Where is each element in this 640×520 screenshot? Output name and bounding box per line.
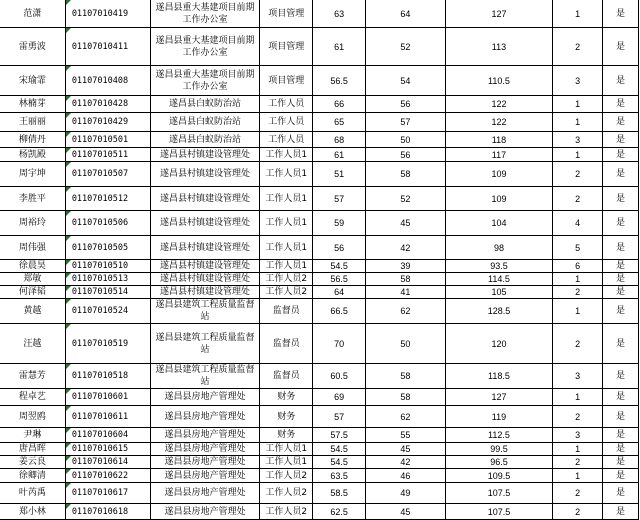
cell-name[interactable]: 范潇 — [0, 0, 65, 28]
cell-pass[interactable]: 是 — [603, 236, 639, 260]
cell-name[interactable]: 宋瑜霏 — [0, 66, 65, 96]
cell-unit[interactable] — [150, 286, 260, 299]
cell-name[interactable]: 徐卿清 — [0, 469, 65, 483]
cell-name[interactable]: 姜云良 — [0, 456, 65, 469]
cell-total-score[interactable]: 110.5 — [445, 66, 553, 96]
cell-rank[interactable]: 1 — [553, 113, 603, 132]
cell-pass[interactable]: 是 — [603, 286, 639, 299]
cell-exam-id[interactable]: 01107010506 — [65, 211, 150, 236]
cell-unit[interactable] — [150, 273, 260, 286]
cell-total-score[interactable]: 118 — [445, 132, 553, 148]
cell-exam-id[interactable]: 01107010428 — [65, 96, 150, 113]
cell-rank[interactable]: 1 — [553, 389, 603, 406]
cell-position[interactable]: 监督员 — [260, 324, 313, 364]
cell-interview-score[interactable]: 58 — [366, 162, 446, 187]
unit-text: 遂昌县村镇建设管理处 — [159, 193, 250, 204]
unit-text: 遂昌县村镇建设管理处 — [159, 242, 250, 253]
cell-rank[interactable]: 1 — [553, 443, 603, 456]
cell-written-score[interactable]: 63 — [313, 0, 366, 28]
cell-rank[interactable]: 3 — [553, 428, 603, 443]
cell-pass[interactable]: 是 — [603, 187, 639, 211]
cell-written-score[interactable]: 61 — [313, 148, 366, 162]
cell-position[interactable]: 工作人员1 — [260, 456, 313, 469]
cell-unit[interactable] — [150, 162, 260, 187]
cell-rank[interactable]: 6 — [553, 260, 603, 273]
unit-text: 遂昌县房地产管理处 — [164, 457, 246, 467]
table-row — [0, 236, 639, 260]
cell-rank[interactable]: 2 — [553, 187, 603, 211]
cell-written-score[interactable]: 62.5 — [313, 504, 366, 520]
cell-exam-id[interactable]: 01107010622 — [65, 469, 150, 483]
cell-pass[interactable]: 是 — [603, 456, 639, 469]
cell-total-score[interactable]: 107.5 — [445, 504, 553, 520]
cell-interview-score[interactable]: 62 — [366, 299, 446, 324]
cell-pass[interactable]: 是 — [603, 0, 639, 28]
cell-unit[interactable] — [150, 428, 260, 443]
cell-written-score[interactable]: 58.5 — [313, 483, 366, 504]
cell-interview-score[interactable]: 49 — [366, 483, 446, 504]
cell-name[interactable]: 周翌鸥 — [0, 406, 65, 428]
cell-rank[interactable]: 3 — [553, 364, 603, 389]
table-row — [0, 443, 639, 456]
cell-exam-id[interactable]: 01107010505 — [65, 236, 150, 260]
cell-unit[interactable] — [150, 0, 260, 28]
cell-position[interactable]: 工作人员2 — [260, 504, 313, 520]
cell-name[interactable]: 雷勇波 — [0, 28, 65, 66]
table-row — [0, 0, 639, 28]
cell-exam-id[interactable]: 01107010419 — [65, 0, 150, 28]
cell-unit[interactable] — [150, 406, 260, 428]
cell-total-score[interactable]: 109 — [445, 162, 553, 187]
cell-position[interactable]: 工作人员1 — [260, 148, 313, 162]
table-row — [0, 428, 639, 443]
unit-text: 遂昌县村镇建设管理处 — [159, 169, 250, 179]
cell-exam-id[interactable]: 01107010604 — [65, 428, 150, 443]
cell-pass[interactable]: 是 — [603, 428, 639, 443]
cell-unit[interactable] — [150, 324, 260, 364]
table-row — [0, 364, 639, 389]
cell-written-score[interactable]: 66.5 — [313, 299, 366, 324]
table-row — [0, 406, 639, 428]
cell-unit[interactable] — [150, 469, 260, 483]
cell-pass[interactable]: 是 — [603, 211, 639, 236]
cell-pass[interactable]: 是 — [603, 273, 639, 286]
cell-interview-score[interactable]: 42 — [366, 456, 446, 469]
cell-interview-score[interactable]: 64 — [366, 0, 446, 28]
table-row — [0, 260, 639, 273]
cell-rank[interactable]: 2 — [553, 406, 603, 428]
cell-pass[interactable]: 是 — [603, 260, 639, 273]
cell-position[interactable]: 项目管理 — [260, 0, 313, 28]
cell-rank[interactable]: 2 — [553, 162, 603, 187]
cell-unit[interactable] — [150, 66, 260, 96]
cell-rank[interactable]: 1 — [553, 96, 603, 113]
cell-total-score[interactable]: 109 — [445, 187, 553, 211]
cell-rank[interactable]: 2 — [553, 483, 603, 504]
cell-name[interactable]: 叶芮禹 — [0, 483, 65, 504]
cell-total-score[interactable]: 114.5 — [445, 273, 553, 286]
table-row — [0, 299, 639, 324]
cell-exam-id[interactable]: 01107010514 — [65, 286, 150, 299]
cell-unit[interactable] — [150, 389, 260, 406]
table-row — [0, 28, 639, 66]
cell-total-score[interactable]: 99.5 — [445, 443, 553, 456]
cell-interview-score[interactable]: 57 — [366, 113, 446, 132]
cell-pass[interactable]: 是 — [603, 406, 639, 428]
cell-written-score[interactable]: 57 — [313, 406, 366, 428]
cell-pass[interactable]: 是 — [603, 324, 639, 364]
cell-total-score[interactable]: 98 — [445, 236, 553, 260]
cell-exam-id[interactable]: 01107010429 — [65, 113, 150, 132]
cell-unit[interactable] — [150, 483, 260, 504]
cell-name[interactable]: 唐昌晖 — [0, 443, 65, 456]
cell-rank[interactable]: 1 — [553, 148, 603, 162]
unit-text: 遂昌县房地产管理处 — [164, 444, 246, 454]
cell-pass[interactable]: 是 — [603, 96, 639, 113]
cell-total-score[interactable]: 128.5 — [445, 299, 553, 324]
cell-position[interactable]: 工作人员1 — [260, 236, 313, 260]
cell-total-score[interactable]: 104 — [445, 211, 553, 236]
cell-pass[interactable]: 是 — [603, 483, 639, 504]
cell-interview-score[interactable]: 50 — [366, 324, 446, 364]
cell-written-score[interactable]: 63.5 — [313, 469, 366, 483]
table-row — [0, 113, 639, 132]
cell-pass[interactable]: 是 — [603, 162, 639, 187]
table-row — [0, 187, 639, 211]
cell-pass[interactable]: 是 — [603, 132, 639, 148]
cell-pass[interactable]: 是 — [603, 504, 639, 520]
cell-written-score[interactable]: 56.5 — [313, 273, 366, 286]
cell-rank[interactable]: 1 — [553, 0, 603, 28]
cell-pass[interactable]: 是 — [603, 299, 639, 324]
cell-rank[interactable]: 2 — [553, 324, 603, 364]
cell-position[interactable]: 工作人员2 — [260, 273, 313, 286]
table-row — [0, 504, 639, 520]
cell-exam-id[interactable]: 01107010519 — [65, 324, 150, 364]
cell-name[interactable]: 周伟强 — [0, 236, 65, 260]
unit-text: 遂昌县重大基建项目前期工作办公室 — [155, 2, 255, 25]
table-row — [0, 66, 639, 96]
unit-text: 遂昌县建筑工程质量监督站 — [155, 365, 255, 387]
cell-position[interactable]: 工作人员 — [260, 132, 313, 148]
cell-interview-score[interactable]: 46 — [366, 469, 446, 483]
cell-interview-score[interactable]: 58 — [366, 273, 446, 286]
cell-position[interactable]: 工作人员1 — [260, 443, 313, 456]
cell-exam-id[interactable]: 01107010501 — [65, 132, 150, 148]
cell-unit[interactable] — [150, 299, 260, 324]
cell-name[interactable]: 黄越 — [0, 299, 65, 324]
cell-rank[interactable]: 1 — [553, 299, 603, 324]
cell-written-score[interactable]: 54.5 — [313, 443, 366, 456]
cell-rank[interactable]: 2 — [553, 28, 603, 66]
cell-interview-score[interactable]: 52 — [366, 28, 446, 66]
cell-total-score[interactable]: 122 — [445, 96, 553, 113]
unit-text: 遂昌县房地产管理处 — [164, 430, 246, 440]
cell-total-score[interactable]: 105 — [445, 286, 553, 299]
cell-position[interactable]: 监督员 — [260, 299, 313, 324]
cell-exam-id[interactable]: 01107010615 — [65, 443, 150, 456]
cell-exam-id[interactable]: 01107010408 — [65, 66, 150, 96]
unit-text: 遂昌县建筑工程质量监督站 — [155, 332, 255, 355]
cell-written-score[interactable]: 59 — [313, 211, 366, 236]
cell-interview-score[interactable]: 45 — [366, 504, 446, 520]
table-row — [0, 456, 639, 469]
cell-position[interactable]: 监督员 — [260, 364, 313, 389]
cell-unit[interactable] — [150, 236, 260, 260]
cell-exam-id[interactable]: 01107010518 — [65, 364, 150, 389]
unit-text: 遂昌县房地产管理处 — [164, 392, 246, 402]
cell-unit[interactable] — [150, 96, 260, 113]
cell-pass[interactable]: 是 — [603, 148, 639, 162]
cell-name[interactable]: 柳倩丹 — [0, 132, 65, 148]
cell-position[interactable]: 工作人员2 — [260, 286, 313, 299]
cell-rank[interactable]: 2 — [553, 456, 603, 469]
cell-name[interactable]: 雷慧芳 — [0, 364, 65, 389]
cell-exam-id[interactable]: 01107010611 — [65, 406, 150, 428]
cell-pass[interactable]: 是 — [603, 364, 639, 389]
unit-text: 遂昌县村镇建设管理处 — [159, 274, 250, 284]
cell-rank[interactable]: 2 — [553, 504, 603, 520]
cell-exam-id[interactable]: 01107010411 — [65, 28, 150, 66]
unit-text: 遂昌县白蚁防治站 — [168, 134, 241, 145]
cell-unit[interactable] — [150, 456, 260, 469]
cell-unit[interactable] — [150, 132, 260, 148]
cell-rank[interactable]: 5 — [553, 236, 603, 260]
cell-exam-id[interactable]: 01107010512 — [65, 187, 150, 211]
cell-total-score[interactable]: 96.5 — [445, 456, 553, 469]
cell-interview-score[interactable]: 58 — [366, 364, 446, 389]
cell-interview-score[interactable]: 54 — [366, 66, 446, 96]
cell-pass[interactable]: 是 — [603, 443, 639, 456]
cell-name[interactable]: 周裕玲 — [0, 211, 65, 236]
unit-text: 遂昌县建筑工程质量监督站 — [155, 300, 255, 322]
cell-written-score[interactable]: 70 — [313, 324, 366, 364]
cell-interview-score[interactable]: 56 — [366, 96, 446, 113]
cell-interview-score[interactable]: 56 — [366, 148, 446, 162]
cell-position[interactable]: 工作人员1 — [260, 187, 313, 211]
cell-position[interactable]: 财务 — [260, 406, 313, 428]
cell-name[interactable]: 郑敏 — [0, 273, 65, 286]
cell-position[interactable]: 工作人员1 — [260, 211, 313, 236]
unit-text: 遂昌县重大基建项目前期工作办公室 — [155, 35, 255, 58]
cell-unit[interactable] — [150, 260, 260, 273]
cell-unit[interactable] — [150, 113, 260, 132]
cell-name[interactable]: 程卓艺 — [0, 389, 65, 406]
cell-interview-score[interactable]: 45 — [366, 443, 446, 456]
cell-exam-id[interactable]: 01107010601 — [65, 389, 150, 406]
cell-unit[interactable] — [150, 211, 260, 236]
cell-written-score[interactable]: 65 — [313, 113, 366, 132]
cell-rank[interactable]: 1 — [553, 469, 603, 483]
cell-exam-id[interactable]: 01107010510 — [65, 260, 150, 273]
cell-interview-score[interactable]: 42 — [366, 236, 446, 260]
unit-text: 遂昌县房地产管理处 — [164, 488, 246, 498]
cell-written-score[interactable]: 66 — [313, 96, 366, 113]
cell-written-score[interactable]: 64 — [313, 286, 366, 299]
cell-name[interactable]: 尹琳 — [0, 428, 65, 443]
cell-pass[interactable]: 是 — [603, 389, 639, 406]
cell-position[interactable]: 财务 — [260, 428, 313, 443]
unit-text: 遂昌县白蚁防治站 — [168, 99, 241, 109]
unit-text: 遂昌县村镇建设管理处 — [159, 287, 250, 297]
cell-total-score[interactable]: 127 — [445, 0, 553, 28]
cell-interview-score[interactable]: 52 — [366, 187, 446, 211]
cell-name[interactable]: 李胜平 — [0, 187, 65, 211]
cell-name[interactable]: 周宇坤 — [0, 162, 65, 187]
cell-rank[interactable]: 3 — [553, 132, 603, 148]
cell-written-score[interactable]: 54.5 — [313, 260, 366, 273]
cell-name[interactable]: 何泽韬 — [0, 286, 65, 299]
unit-text: 遂昌县白蚁防治站 — [168, 117, 241, 127]
cell-written-score[interactable]: 56 — [313, 236, 366, 260]
cell-written-score[interactable]: 61 — [313, 28, 366, 66]
cell-name[interactable]: 汪越 — [0, 324, 65, 364]
cell-position[interactable]: 项目管理 — [260, 28, 313, 66]
cell-pass[interactable]: 是 — [603, 28, 639, 66]
cell-position[interactable]: 工作人员2 — [260, 469, 313, 483]
unit-text: 遂昌县重大基建项目前期工作办公室 — [155, 69, 255, 92]
cell-written-score[interactable]: 68 — [313, 132, 366, 148]
unit-text: 遂昌县村镇建设管理处 — [159, 149, 250, 160]
table-row — [0, 148, 639, 162]
table-row — [0, 286, 639, 299]
cell-name[interactable]: 林楠芽 — [0, 96, 65, 113]
cell-exam-id[interactable]: 01107010618 — [65, 504, 150, 520]
table-row — [0, 211, 639, 236]
cell-position[interactable]: 财务 — [260, 389, 313, 406]
table-row — [0, 324, 639, 364]
cell-exam-id[interactable]: 01107010507 — [65, 162, 150, 187]
cell-pass[interactable]: 是 — [603, 113, 639, 132]
table-row — [0, 389, 639, 406]
cell-rank[interactable]: 3 — [553, 66, 603, 96]
cell-position[interactable]: 工作人员 — [260, 96, 313, 113]
unit-text: 遂昌县房地产管理处 — [164, 470, 246, 481]
cell-written-score[interactable]: 60.5 — [313, 364, 366, 389]
cell-written-score[interactable]: 56.5 — [313, 66, 366, 96]
cell-exam-id[interactable]: 01107010513 — [65, 273, 150, 286]
cell-name[interactable]: 杨凯殿 — [0, 148, 65, 162]
cell-written-score[interactable]: 54.5 — [313, 456, 366, 469]
cell-written-score[interactable]: 51 — [313, 162, 366, 187]
unit-text: 遂昌县村镇建设管理处 — [159, 218, 250, 228]
unit-text: 遂昌县房地产管理处 — [164, 506, 246, 517]
cell-interview-score[interactable]: 41 — [366, 286, 446, 299]
unit-text: 遂昌县村镇建设管理处 — [159, 261, 250, 271]
cell-total-score[interactable]: 119 — [445, 406, 553, 428]
cell-position[interactable]: 项目管理 — [260, 66, 313, 96]
cell-exam-id[interactable]: 01107010524 — [65, 299, 150, 324]
cell-total-score[interactable]: 127 — [445, 389, 553, 406]
cell-total-score[interactable]: 120 — [445, 324, 553, 364]
cell-total-score[interactable]: 107.5 — [445, 483, 553, 504]
cell-unit[interactable] — [150, 443, 260, 456]
unit-text: 遂昌县房地产管理处 — [164, 411, 246, 422]
cell-interview-score[interactable]: 50 — [366, 132, 446, 148]
cell-unit[interactable] — [150, 504, 260, 520]
cell-interview-score[interactable]: 39 — [366, 260, 446, 273]
cell-name[interactable]: 徐晨昊 — [0, 260, 65, 273]
cell-unit[interactable] — [150, 28, 260, 66]
table-row — [0, 273, 639, 286]
cell-position[interactable]: 工作人员1 — [260, 260, 313, 273]
cell-exam-id[interactable]: 01107010617 — [65, 483, 150, 504]
cell-position[interactable]: 工作人员1 — [260, 162, 313, 187]
cell-total-score[interactable]: 109.5 — [445, 469, 553, 483]
cell-written-score[interactable]: 57 — [313, 187, 366, 211]
cell-name[interactable]: 郑小林 — [0, 504, 65, 520]
table-row — [0, 483, 639, 504]
table-row — [0, 96, 639, 113]
cell-interview-score[interactable]: 55 — [366, 428, 446, 443]
cell-total-score[interactable]: 122 — [445, 113, 553, 132]
table-row — [0, 132, 639, 148]
cell-rank[interactable]: 1 — [553, 273, 603, 286]
table-row — [0, 162, 639, 187]
cell-unit[interactable] — [150, 364, 260, 389]
cell-written-score[interactable]: 69 — [313, 389, 366, 406]
cell-name[interactable]: 王丽丽 — [0, 113, 65, 132]
cell-position[interactable]: 工作人员2 — [260, 483, 313, 504]
cell-unit[interactable] — [150, 187, 260, 211]
cell-interview-score[interactable]: 45 — [366, 211, 446, 236]
cell-total-score[interactable]: 113 — [445, 28, 553, 66]
cell-total-score[interactable]: 117 — [445, 148, 553, 162]
table-row — [0, 469, 639, 483]
cell-total-score[interactable]: 118.5 — [445, 364, 553, 389]
cell-total-score[interactable]: 112.5 — [445, 428, 553, 443]
cell-interview-score[interactable]: 58 — [366, 389, 446, 406]
cell-interview-score[interactable]: 62 — [366, 406, 446, 428]
cell-total-score[interactable]: 93.5 — [445, 260, 553, 273]
cell-exam-id[interactable]: 01107010511 — [65, 148, 150, 162]
cell-exam-id[interactable]: 01107010614 — [65, 456, 150, 469]
cell-pass[interactable]: 是 — [603, 469, 639, 483]
cell-rank[interactable]: 4 — [553, 211, 603, 236]
cell-written-score[interactable]: 57.5 — [313, 428, 366, 443]
cell-pass[interactable]: 是 — [603, 66, 639, 96]
cell-position[interactable]: 工作人员 — [260, 113, 313, 132]
cell-rank[interactable]: 2 — [553, 286, 603, 299]
cell-unit[interactable] — [150, 148, 260, 162]
